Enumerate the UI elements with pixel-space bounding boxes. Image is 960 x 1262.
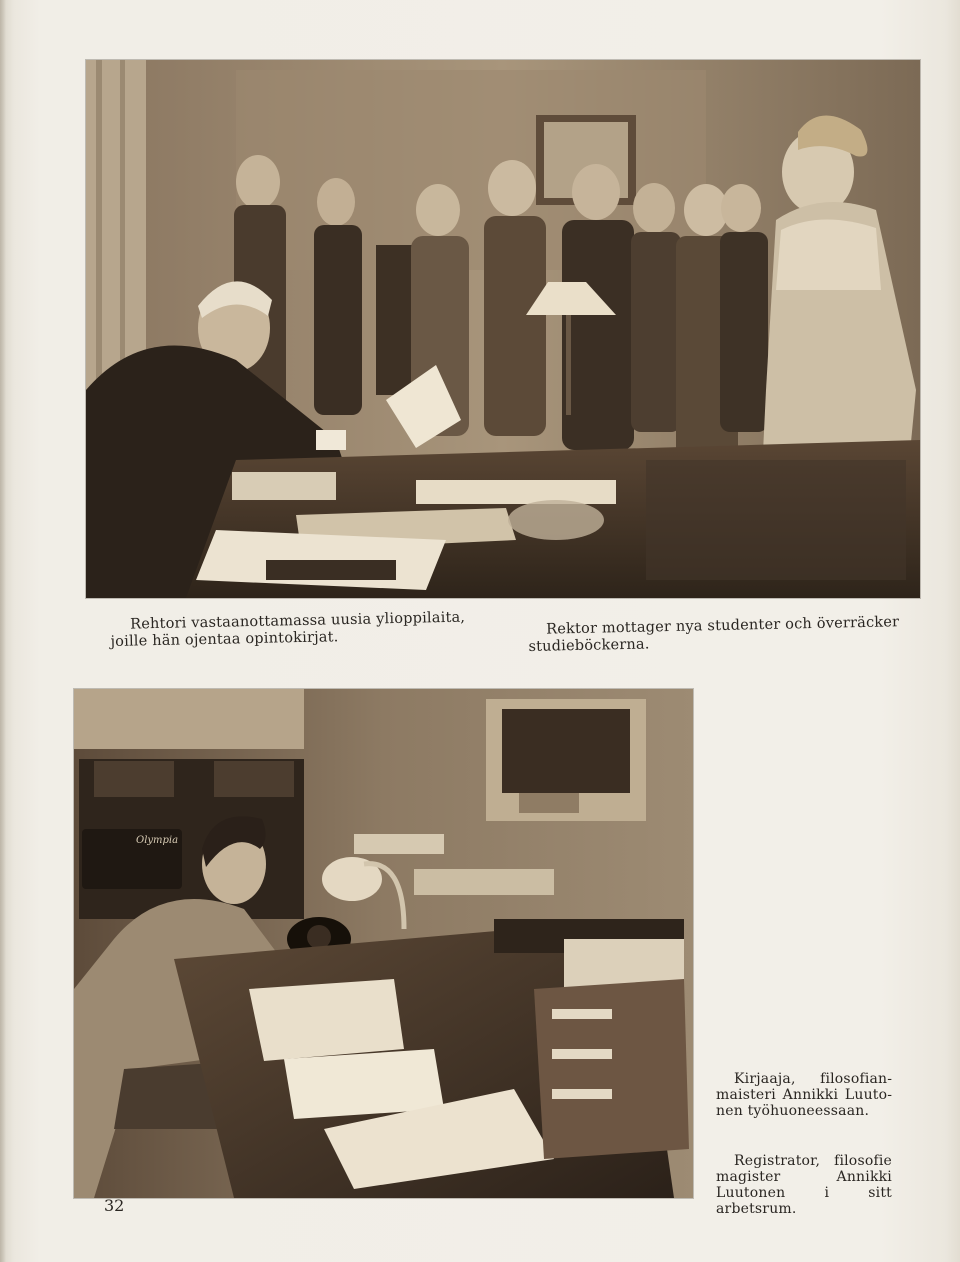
page-number: 32 bbox=[104, 1196, 125, 1215]
photo-registrar-illustration bbox=[74, 689, 693, 1198]
typewriter-brand-label: Olympia bbox=[136, 835, 179, 846]
caption-bottom-finnish: Kirjaaja, filosofianmaisteri Annikki Luutonen työhuoneessaan. bbox=[716, 1071, 892, 1119]
caption-top-finnish: Rehtori vastaanottamassa uusia ylioppilaita, joille hän ojentaa opintokirjat. bbox=[110, 609, 466, 650]
photo-rector-illustration bbox=[86, 60, 920, 598]
page-gutter-shadow bbox=[0, 0, 6, 1262]
caption-top-swedish: Rektor mottager nya studenter och överräcker studieböckerna. bbox=[528, 614, 900, 655]
photo-registrar-at-desk bbox=[74, 689, 693, 1198]
caption-bottom-swedish: Registrator, filosofie magister Annikki Luutonen i sitt arbetsrum. bbox=[716, 1153, 892, 1217]
photo-rector-with-students bbox=[86, 60, 920, 598]
